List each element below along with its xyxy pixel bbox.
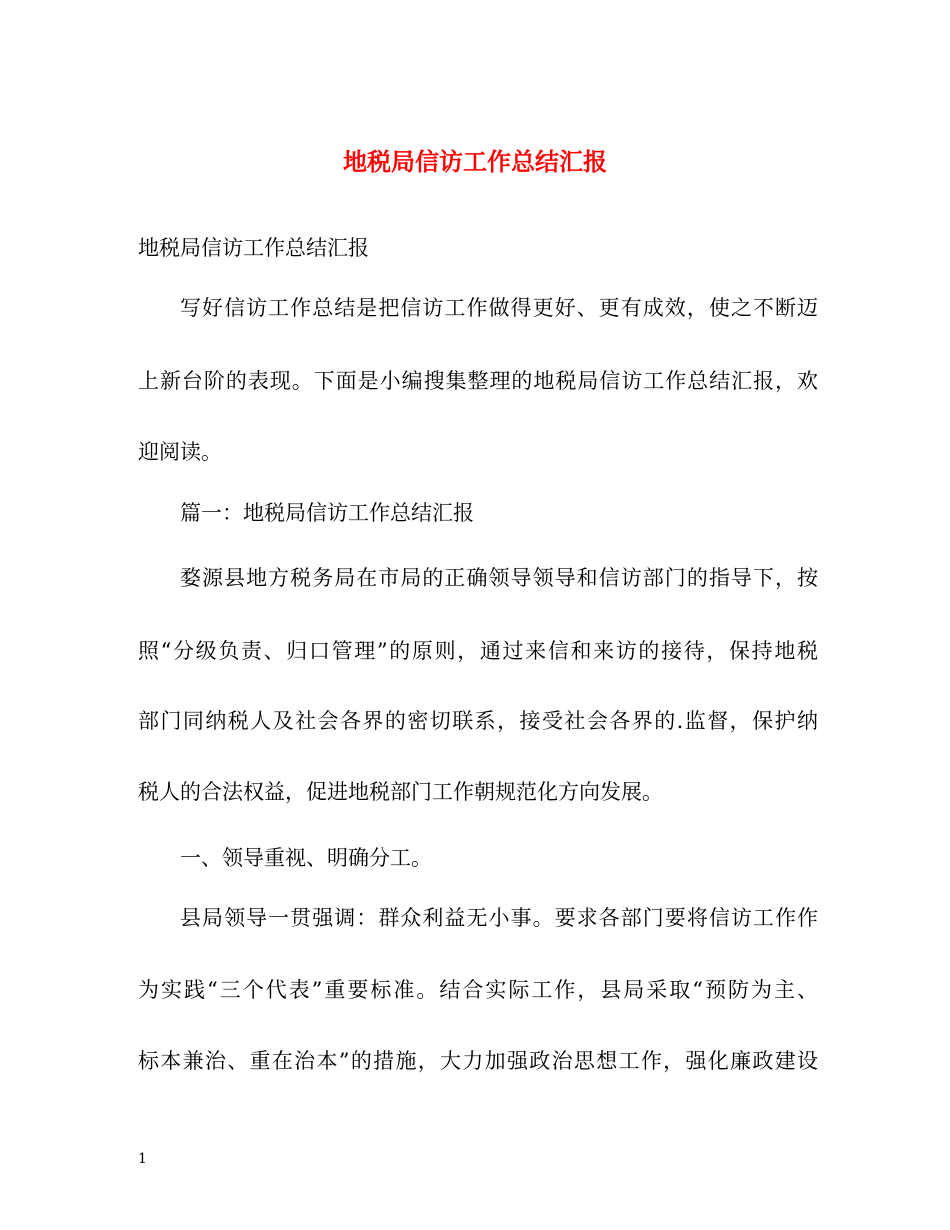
body-line: 照“分级负责、归口管理”的原则，通过来信和来访的接待，保持地税 — [138, 639, 818, 663]
body-line: 标本兼治、重在治本”的措施，大力加强政治思想工作，强化廉政建设 — [138, 1049, 818, 1073]
body-line: 上新台阶的表现。下面是小编搜集整理的地税局信访工作总结汇报，欢 — [138, 369, 818, 393]
subsection-heading: 一、领导重视、明确分工。 — [180, 846, 432, 870]
body-line: 写好信访工作总结是把信访工作做得更好、更有成效，使之不断迈 — [180, 296, 818, 320]
body-line: 县局领导一贯强调：群众利益无小事。要求各部门要将信访工作作 — [180, 906, 818, 930]
body-line: 部门同纳税人及社会各界的密切联系，接受社会各界的.监督，保护纳 — [138, 709, 818, 733]
section-heading: 篇一：地税局信访工作总结汇报 — [180, 501, 474, 525]
body-line: 迎阅读。 — [138, 440, 222, 464]
page-number: 1 — [138, 1151, 147, 1167]
document-title: 地税局信访工作总结汇报 — [343, 147, 607, 176]
body-line: 婺源县地方税务局在市局的正确领导领导和信访部门的指导下，按 — [180, 566, 818, 590]
body-line-subtitle: 地税局信访工作总结汇报 — [138, 236, 369, 260]
body-line: 税人的合法权益，促进地税部门工作朝规范化方向发展。 — [138, 780, 663, 804]
body-line: 为实践“三个代表”重要标准。结合实际工作，县局采取“预防为主、 — [138, 978, 818, 1002]
